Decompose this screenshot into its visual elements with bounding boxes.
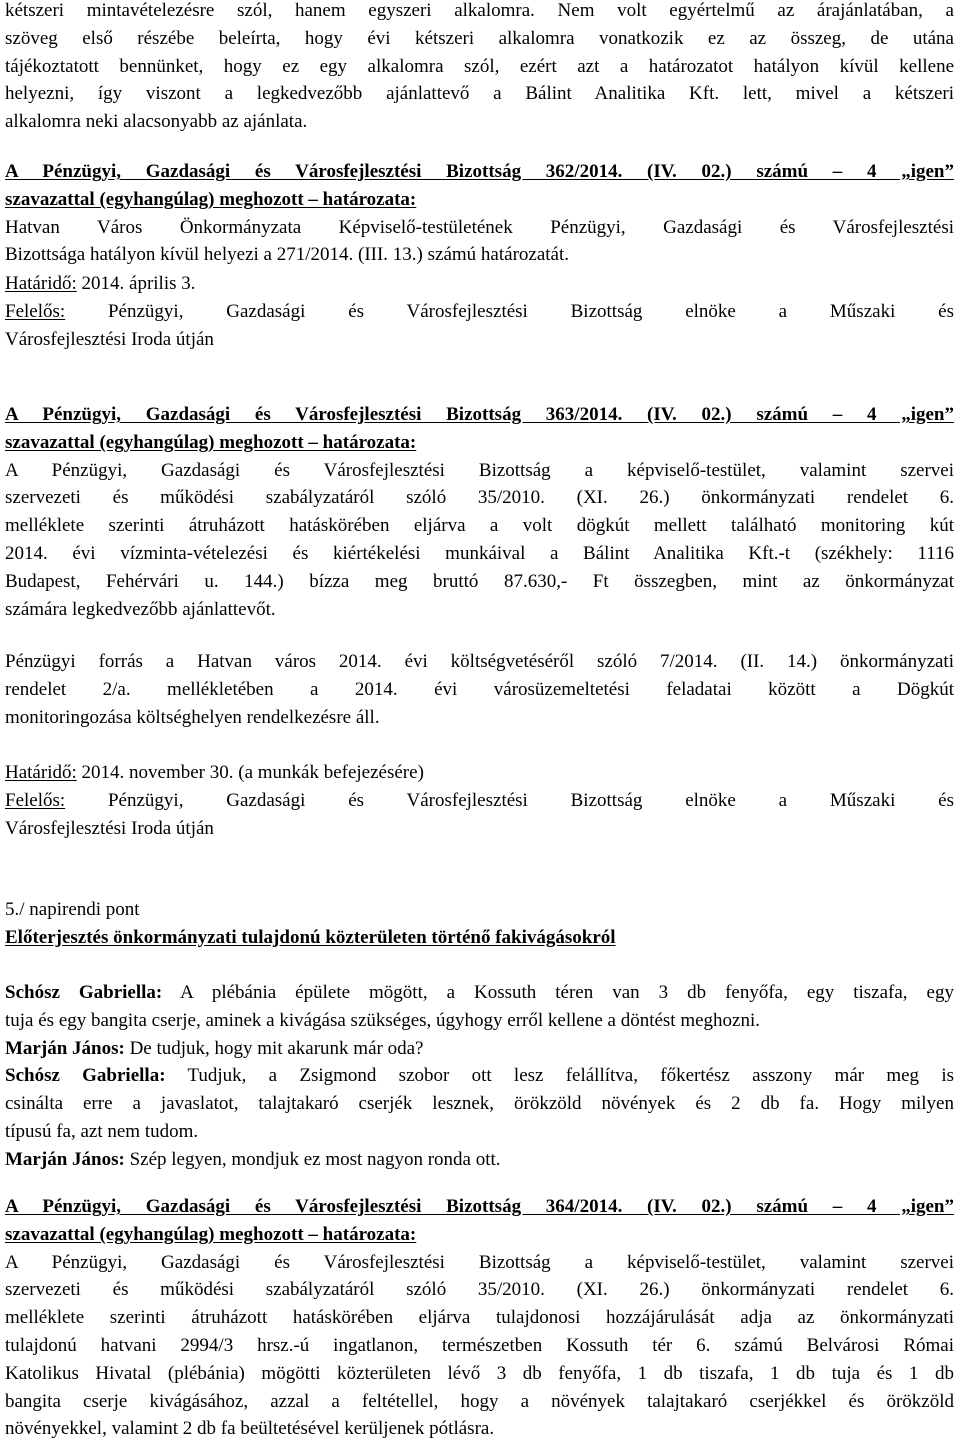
funding-text: Pénzügyi forrás a Hatvan város 2014. évi költségvetéséről szóló 7/2014. (II. 14.) önkormányzati <box>5 651 954 672</box>
resolution-363 <box>5 401 954 623</box>
responsible-line: Városfejlesztési Iroda útján <box>5 328 214 350</box>
speaker-name: Marján János: <box>5 1037 125 1059</box>
agenda-title: Előterjesztés önkormányzati tulajdonú közterületen történő fakivágásokról <box>5 926 616 948</box>
text-line: kétszeri mintavételezésre szól, hanem egyszeri alkalomra. Nem volt egyértelmű az árajánlatában, a <box>5 0 954 21</box>
resolution-362 <box>5 158 954 269</box>
deadline-363 <box>5 759 954 842</box>
text-line: helyezni, így viszont a legkedvezőbb ajánlattevő a Bálint Analitika Kft. lett, mivel a kétszeri <box>5 83 954 105</box>
speech-line: Marján János: Szép legyen, mondjuk ez most nagyon ronda ott. <box>5 1148 501 1170</box>
resolution-text: Budapest, Fehérvári u. 144.) bízza meg bruttó 87.630,- Ft összegben, mint az önkormányzat <box>5 570 954 592</box>
text-line: alkalomra neki alacsonyabb az ajánlata. <box>5 111 308 133</box>
resolution-text: 2014. évi vízminta-vételezési és kiértékelési munkáival a Bálint Analitika Kft.-t (székhely: 1116 <box>5 542 954 564</box>
resolution-text: szervezeti és működési szabályzatáról szóló 35/2010. (XI. 26.) önkormányzati rendelet 6. <box>5 1279 954 1301</box>
responsible-value: Pénzügyi, Gazdasági és Városfejlesztési Bizottság elnöke a Műszaki és <box>65 789 954 811</box>
resolution-text: tulajdonú hatvani 2994/3 hrsz.-ú ingatlanon, természetben Kossuth tér 6. számú Belvárosi Római <box>5 1334 954 1356</box>
deadline-label: Határidő: <box>5 762 77 783</box>
responsible-line <box>5 787 954 815</box>
text-line: szöveg első részébe beleírta, hogy évi kétszeri alkalomra vonatkozik ez az összeg, de utána <box>5 27 954 49</box>
responsible-value: Pénzügyi, Gazdasági és Városfejlesztési Bizottság elnöke a Műszaki és <box>65 300 954 322</box>
responsible-line: Városfejlesztési Iroda útján <box>5 817 214 839</box>
agenda-item <box>5 896 954 952</box>
resolution-text: bangita cserje kivágásához, azzal a feltétellel, hogy a növények talajtakaró cserjékkel és örökzöld <box>5 1390 954 1412</box>
discussion <box>5 979 954 1174</box>
deadline-value: 2014. április 3. <box>76 273 196 294</box>
resolution-text: számára legkedvezőbb ajánlattevőt. <box>5 598 276 620</box>
resolution-text: A Pénzügyi, Gazdasági és Városfejlesztési Bizottság a képviselő-testület, valamint szervei <box>5 1251 954 1273</box>
deadline-value: 2014. november 30. (a munkák befejezésére) <box>76 762 424 783</box>
agenda-number: 5./ napirendi pont <box>5 899 140 920</box>
deadline-362 <box>5 270 954 353</box>
resolution-heading: szavazattal (egyhangúlag) meghozott – határozata: <box>5 431 417 453</box>
resolution-heading: szavazattal (egyhangúlag) meghozott – határozata: <box>5 188 417 210</box>
responsible-label: Felelős: <box>5 300 66 322</box>
speaker-name: Schósz Gabriella: <box>5 1065 166 1087</box>
deadline-line <box>5 270 954 298</box>
funding-text: monitoringozása költséghelyen rendelkezésre áll. <box>5 706 380 728</box>
speech-line: típusú fa, azt nem tudom. <box>5 1120 199 1142</box>
resolution-text: melléklete szerinti átruházott hatáskörében eljárva a volt dögkút mellett található monitoring kút <box>5 515 954 537</box>
resolution-heading: szavazattal (egyhangúlag) meghozott – határozata: <box>5 1223 417 1245</box>
speech-line: tuja és egy bangita cserje, aminek a kivágása szükséges, úgyhogy erről kellene a döntést meghozni. <box>5 1009 760 1031</box>
speaker-name: Marján János: <box>5 1148 125 1170</box>
resolution-text: melléklete szerinti átruházott hatáskörében eljárva tulajdonosi hozzájárulását adja az önkormányzati <box>5 1307 954 1329</box>
resolution-heading: A Pénzügyi, Gazdasági és Városfejlesztési Bizottság 364/2014. (IV. 02.) számú – 4 „igen” <box>5 1196 954 1217</box>
speech-line: Schósz Gabriella: Tudjuk, a Zsigmond szobor ott lesz felállítva, főkertész asszony már meg is <box>5 1065 954 1087</box>
resolution-364 <box>5 1193 954 1443</box>
funding-text: rendelet 2/a. mellékletében a 2014. évi városüzemeltetési feladatai között a Dögkút <box>5 678 954 700</box>
resolution-text: A Pénzügyi, Gazdasági és Városfejlesztési Bizottság a képviselő-testület, valamint szervei <box>5 459 954 481</box>
speech-line: Schósz Gabriella: A plébánia épülete mögött, a Kossuth téren van 3 db fenyőfa, egy tiszafa, egy <box>5 982 954 1003</box>
resolution-heading: A Pénzügyi, Gazdasági és Városfejlesztési Bizottság 363/2014. (IV. 02.) számú – 4 „igen” <box>5 404 954 425</box>
resolution-text: Hatvan Város Önkormányzata Képviselő-testületének Pénzügyi, Gazdasági és Városfejlesztési <box>5 216 954 238</box>
resolution-text: Bizottsága hatályon kívül helyezi a 271/2014. (III. 13.) számú határozatát. <box>5 244 570 266</box>
speaker-name: Schósz Gabriella: <box>5 982 163 1003</box>
deadline-line <box>5 759 954 787</box>
resolution-text: növényekkel, valamint 2 db fa beültetésével kerüljenek pótlásra. <box>5 1418 495 1440</box>
resolution-heading: A Pénzügyi, Gazdasági és Városfejlesztési Bizottság 362/2014. (IV. 02.) számú – 4 „igen” <box>5 161 954 182</box>
resolution-text: szervezeti és működési szabályzatáról szóló 35/2010. (XI. 26.) önkormányzati rendelet 6. <box>5 487 954 509</box>
responsible-label: Felelős: <box>5 789 66 811</box>
funding-363 <box>5 648 954 731</box>
deadline-label: Határidő: <box>5 273 77 294</box>
responsible-line <box>5 298 954 326</box>
speech-line: Marján János: De tudjuk, hogy mit akarunk már oda? <box>5 1037 424 1059</box>
intro-paragraph <box>5 0 954 136</box>
resolution-text: Katolikus Hivatal (plébánia) mögötti közterületen lévő 3 db fenyőfa, 1 db tiszafa, 1 db tuja és 1 db <box>5 1362 954 1384</box>
text-line: tájékoztatott bennünket, hogy ez egy alkalomra szól, ezért azt a határozatot hatályon kívül kellene <box>5 55 954 77</box>
speech-line: csinálta erre a javaslatot, talajtakaró cserjék lesznek, örökzöld növények és 2 db fa. Hogy milyen <box>5 1093 954 1115</box>
